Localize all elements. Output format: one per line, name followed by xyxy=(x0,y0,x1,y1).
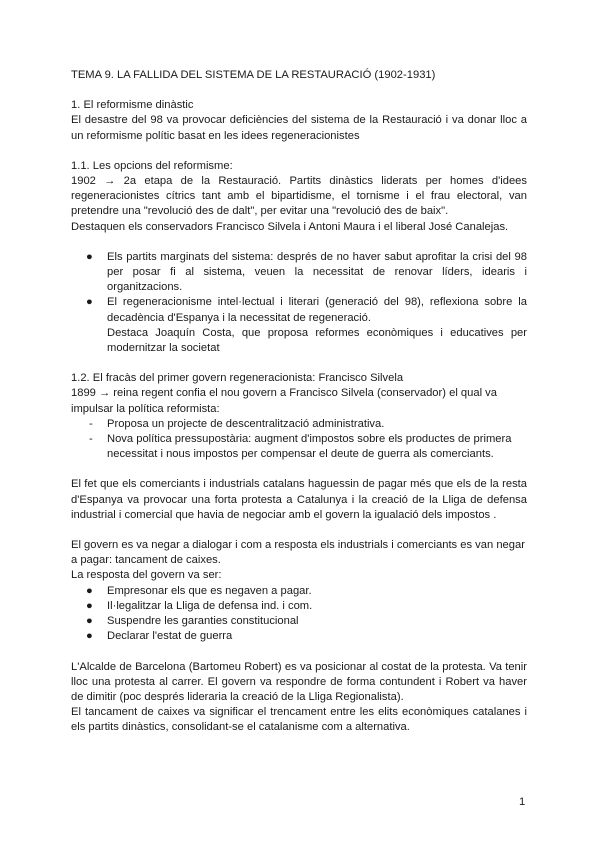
bullet-marker: ● xyxy=(86,296,93,309)
bullet-marker: ● xyxy=(86,630,93,643)
section-1-1-heading: 1.1. Les opcions del reformisme: xyxy=(71,159,233,172)
section-1-2-text: 1899 → reina regent confia el nou govern a Francisco Silvela (conservador) el qual va impulsar la política reformista: xyxy=(71,387,497,415)
government-response-list xyxy=(71,584,527,645)
costa-note: Destaca Joaquín Costa, que proposa reformes econòmiques i educatives per modernitzar la societat xyxy=(107,326,527,355)
list-item: - Nova política pressupostària: augment d'impostos sobre els productes de primera necessitat i nous impostos per compensar el deute de guerra als comerciants. xyxy=(89,433,512,461)
dash-marker: - xyxy=(89,417,93,430)
paragraph-conclusion: El tancament de caixes va significar el trencament entre les elits econòmiques catalanes i els partits dinàstics, consolidant-se el catalanisme com a alternativa. xyxy=(71,706,527,734)
list-item: - Proposa un projecte de descentralització administrativa. xyxy=(71,417,527,432)
bullet-marker: ● xyxy=(86,599,93,612)
page-number: 1 xyxy=(519,796,526,808)
list-item: ● Suspendre les garanties constitucional xyxy=(71,614,527,629)
bullet-marker: ● xyxy=(86,250,93,263)
list-item: ● Empresonar els que es negaven a pagar. xyxy=(71,584,527,599)
document-body xyxy=(71,68,527,736)
bullet-marker: ● xyxy=(86,615,93,628)
list-item: ● Declarar l'estat de guerra xyxy=(71,629,527,644)
paragraph-refusal: El govern es va negar a dialogar i com a resposta els industrials i comerciants es van negar a pagar: tancament de caixes. xyxy=(71,539,525,567)
list-item: ● Els partits marginats del sistema: després de no haver sabut aprofitar la crisi del 98 per posar fi al sistema, veuen la necessitat de renovar líders, idearis i organitzacions. xyxy=(86,250,527,294)
reformism-options-list xyxy=(71,250,527,326)
section-1-heading: 1. El reformisme dinàstic xyxy=(71,99,194,112)
section-1-1-text-2: Destaquen els conservadors Francisco Silvela i Antoni Maura i el liberal José Canalejas. xyxy=(71,220,509,233)
section-1-2-heading: 1.2. El fracàs del primer govern regeneracionista: Francisco Silvela xyxy=(71,372,404,385)
silvela-policy-list xyxy=(71,417,527,463)
section-1-text: El desastre del 98 va provocar deficiències del sistema de la Restauració i va donar lloc a un reformisme polític basat en les idees regeneracionistes xyxy=(71,114,527,142)
document-title: TEMA 9. LA FALLIDA DEL SISTEMA DE LA RESTAURACIÓ (1902-1931) xyxy=(71,69,436,81)
paragraph-response-intro: La resposta del govern va ser: xyxy=(71,569,222,582)
bullet-marker: ● xyxy=(86,584,93,597)
paragraph-robert: L'Alcalde de Barcelona (Bartomeu Robert) es va posicionar al costat de la protesta. Va tenir lloc una protesta al carrer. El govern va respondre de forma contundent i Robert va haver de dimitir (poc després lideraria la creació de la Lliga Regionalista). xyxy=(71,660,527,703)
list-item: ● El regeneracionisme intel·lectual i literari (generació del 98), reflexiona sobre la decadència d'Espanya i la necessitat de regeneració. xyxy=(86,296,527,324)
section-1-1-text: 1902 → 2a etapa de la Restauració. Partits dinàstics liderats per homes d'idees regeneracionistes cítrics tant amb el bipartidisme, el tornisme i el frau electoral, van pretendre una "revolució des de dalt", per evitar una "revolució des de baix". xyxy=(71,175,527,218)
list-item: ● Il·legalitzar la Lliga de defensa ind. i com. xyxy=(71,599,527,614)
paragraph-protest: El fet que els comerciants i industrials catalans haguessin de pagar més que els de la resta d'Espanya va provocar una forta protesta a Catalunya i la creació de la Lliga de defensa industrial i comercial que havia de negociar amb el govern la igualació dels impostos . xyxy=(71,478,527,521)
dash-marker: - xyxy=(89,433,93,446)
